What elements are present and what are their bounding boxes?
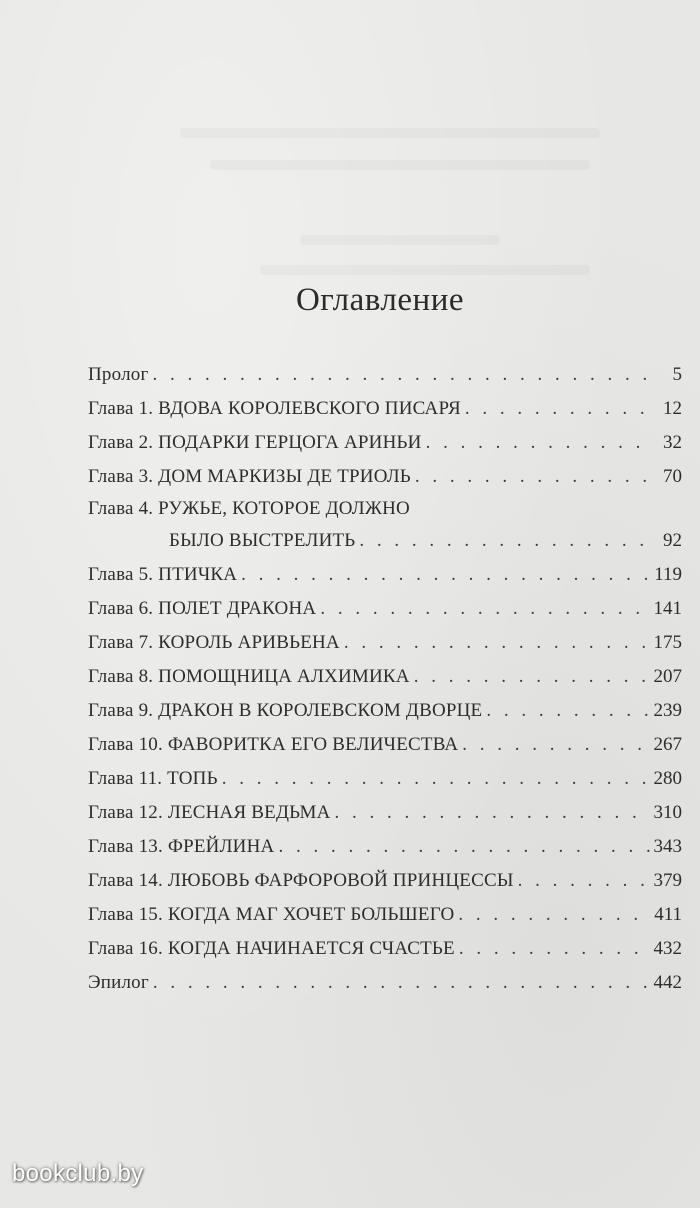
leader-dots xyxy=(278,830,649,864)
toc-entry-label: Глава 9. ДРАКОН В КОРОЛЕВСКОМ ДВОРЦЕ xyxy=(88,700,483,721)
leader-dots xyxy=(153,966,650,1000)
leader-dots xyxy=(462,728,649,762)
toc-entry xyxy=(88,898,682,932)
toc-entry-label: Глава 12. ЛЕСНАЯ ВЕДЬМА xyxy=(88,802,331,823)
toc-page-number: 442 xyxy=(653,972,682,993)
toc-entry-label: Глава 14. ЛЮБОВЬ ФАРФОРОВОЙ ПРИНЦЕССЫ xyxy=(88,870,514,891)
toc-page-number: 141 xyxy=(653,598,682,619)
leader-dots xyxy=(458,898,650,932)
toc-page-number: 207 xyxy=(653,666,682,687)
toc-page-number: 310 xyxy=(653,802,682,823)
leader-dots xyxy=(344,626,650,660)
toc-page-number: 379 xyxy=(653,870,682,891)
toc-page-number: 175 xyxy=(653,632,682,653)
toc-title: Оглавление xyxy=(295,282,465,318)
show-through-text xyxy=(210,160,590,170)
toc-page-number: 280 xyxy=(653,768,682,789)
leader-dots xyxy=(426,426,654,460)
toc-entry xyxy=(88,626,682,660)
toc-entry-label: Глава 2. ПОДАРКИ ГЕРЦОГА АРИНЬИ xyxy=(88,432,422,453)
toc-entry-label-continuation: БЫЛО ВЫСТРЕЛИТЬ xyxy=(169,530,356,551)
toc-entry xyxy=(88,864,682,898)
toc-page-number: 70 xyxy=(663,466,682,487)
toc-entry xyxy=(88,392,682,426)
toc-entry-label: Глава 6. ПОЛЕТ ДРАКОНА xyxy=(88,598,317,619)
toc-entry xyxy=(88,830,682,864)
toc-entry xyxy=(88,694,682,728)
toc-entry xyxy=(88,728,682,762)
show-through-text xyxy=(180,128,600,138)
leader-dots xyxy=(241,558,650,592)
toc-page-number: 239 xyxy=(653,700,682,721)
toc-entry xyxy=(88,796,682,830)
toc-entry-label: Глава 4. РУЖЬЕ, КОТОРОЕ ДОЛЖНО xyxy=(88,498,410,519)
toc-page-number: 119 xyxy=(654,564,682,585)
toc-entry xyxy=(88,460,682,494)
leader-dots xyxy=(222,762,650,796)
toc-entry-label: Глава 16. КОГДА НАЧИНАЕТСЯ СЧАСТЬЕ xyxy=(88,938,455,959)
toc-entry-line xyxy=(88,494,682,524)
toc-entry-label: Глава 7. КОРОЛЬ АРИВЬЕНА xyxy=(88,632,340,653)
toc-entry-label: Пролог xyxy=(88,364,149,385)
toc-entry xyxy=(88,660,682,694)
toc-entry xyxy=(88,558,682,592)
toc-entry-label: Глава 11. ТОПЬ xyxy=(88,768,218,789)
toc-entry xyxy=(88,592,682,626)
toc-page-number: 32 xyxy=(663,432,682,453)
toc-entry xyxy=(88,966,682,1000)
leader-dots xyxy=(465,392,654,426)
toc-entry xyxy=(88,358,682,392)
toc-entry-label: Глава 10. ФАВОРИТКА ЕГО ВЕЛИЧЕСТВА xyxy=(88,734,459,755)
leader-dots xyxy=(335,796,650,830)
toc-page-number: 12 xyxy=(663,398,682,419)
toc-page-number: 411 xyxy=(654,904,682,925)
toc-entry-label: Глава 5. ПТИЧКА xyxy=(88,564,238,585)
toc-entry xyxy=(88,932,682,966)
table-of-contents xyxy=(88,358,682,1000)
leader-dots xyxy=(414,660,650,694)
toc-page-number: 432 xyxy=(653,938,682,959)
toc-entry-label: Глава 15. КОГДА МАГ ХОЧЕТ БОЛЬШЕГО xyxy=(88,904,455,925)
toc-entry xyxy=(88,426,682,460)
leader-dots xyxy=(459,932,650,966)
toc-page-number: 92 xyxy=(663,530,682,551)
toc-entry xyxy=(88,762,682,796)
show-through-text xyxy=(260,265,590,275)
leader-dots xyxy=(486,694,649,728)
toc-entry-label: Глава 1. ВДОВА КОРОЛЕВСКОГО ПИСАРЯ xyxy=(88,398,461,419)
leader-dots xyxy=(320,592,649,626)
leader-dots xyxy=(518,864,650,898)
toc-entry-label: Глава 13. ФРЕЙЛИНА xyxy=(88,836,275,857)
toc-page-number: 5 xyxy=(672,364,682,385)
toc-page-number: 343 xyxy=(653,836,682,857)
toc-entry-label: Эпилог xyxy=(88,972,149,993)
leader-dots xyxy=(415,460,654,494)
toc-entry-label: Глава 8. ПОМОЩНИЦА АЛХИМИКА xyxy=(88,666,410,687)
leader-dots xyxy=(152,358,654,392)
leader-dots xyxy=(359,524,654,558)
show-through-text xyxy=(300,235,500,245)
toc-entry-label: Глава 3. ДОМ МАРКИЗЫ ДЕ ТРИОЛЬ xyxy=(88,466,411,487)
toc-entry xyxy=(88,524,682,558)
toc-page-number: 267 xyxy=(653,734,682,755)
watermark-text: bookclub.by xyxy=(12,1160,144,1187)
